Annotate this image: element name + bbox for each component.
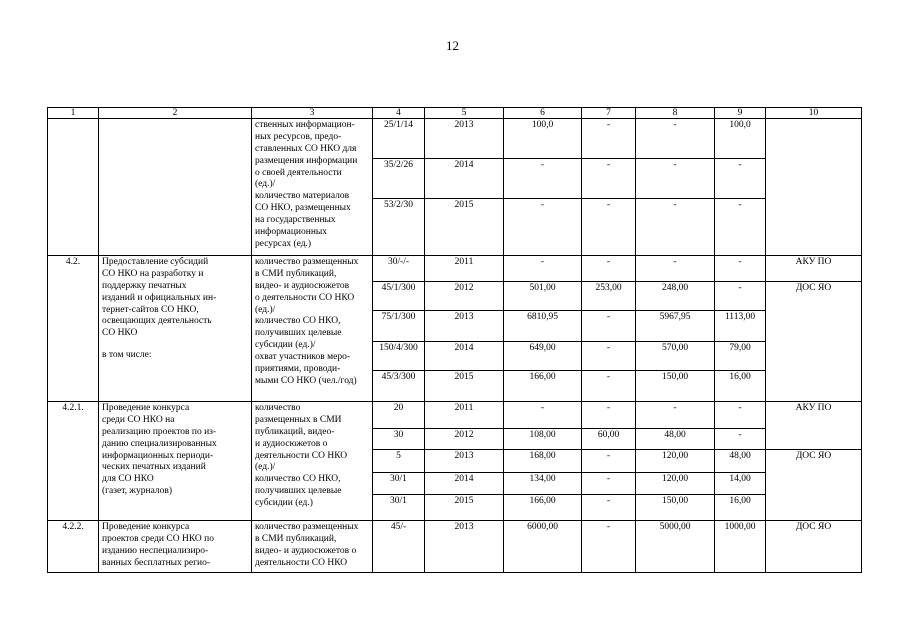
header-cell: 9 bbox=[715, 108, 766, 119]
federal-cell: - bbox=[582, 159, 636, 199]
indicator-cell: количество размещенных в СМИ публикаций, видео- и аудиосюжетов о деятельности СО НКО bbox=[252, 521, 373, 573]
header-cell: 4 bbox=[373, 108, 425, 119]
federal-cell: - bbox=[582, 256, 636, 282]
federal-cell: 253,00 bbox=[582, 282, 636, 311]
header-row bbox=[48, 108, 862, 119]
regional-cell: - bbox=[636, 256, 715, 282]
other-cell: 16,00 bbox=[715, 495, 766, 521]
other-cell: - bbox=[715, 282, 766, 311]
total-cell: - bbox=[504, 199, 582, 256]
header-cell: 7 bbox=[582, 108, 636, 119]
regional-cell: - bbox=[636, 119, 715, 159]
federal-cell: - bbox=[582, 521, 636, 573]
year-cell: 2012 bbox=[425, 282, 504, 311]
header-cell: 10 bbox=[766, 108, 862, 119]
header-cell: 2 bbox=[99, 108, 252, 119]
indicator-cell: ственных информацион- ных ресурсов, предо- ставленных СО НКО для размещения информации о своей деятельности (ед.)/ количество материалов СО НКО, размещенных на государственных информационных ресурсах (ед.) bbox=[252, 119, 373, 256]
year-cell: 2013 bbox=[425, 450, 504, 473]
item-name-cell bbox=[99, 119, 252, 256]
item-name-cell: Проведение конкурса проектов среди СО НКО по изданию неспециализиро- ванных бесплатных регио- bbox=[99, 521, 252, 573]
indicator-value: 30/1 bbox=[373, 473, 425, 495]
other-cell: - bbox=[715, 256, 766, 282]
other-cell: - bbox=[715, 402, 766, 429]
total-cell: 6810,95 bbox=[504, 311, 582, 342]
page-number: 12 bbox=[446, 38, 459, 53]
year-cell: 2014 bbox=[425, 159, 504, 199]
federal-cell: - bbox=[582, 473, 636, 495]
other-cell: - bbox=[715, 429, 766, 450]
item-name-cell: Предоставление субсидий СО НКО на разработку и поддержку печатных изданий и официальных ин- тернет-сайтов СО НКО, освещающих деятельность СО НКО в том числе: bbox=[99, 256, 252, 402]
regional-cell: - bbox=[636, 199, 715, 256]
total-cell: - bbox=[504, 159, 582, 199]
other-cell: 1113,00 bbox=[715, 311, 766, 342]
table-row bbox=[48, 256, 862, 282]
total-cell: 166,00 bbox=[504, 495, 582, 521]
federal-cell: 60,00 bbox=[582, 429, 636, 450]
item-number-cell bbox=[48, 119, 99, 256]
indicator-value: 45/1/300 bbox=[373, 282, 425, 311]
other-cell: 1000,00 bbox=[715, 521, 766, 573]
item-number-cell: 4.2. bbox=[48, 256, 99, 402]
indicator-value: 30/-/- bbox=[373, 256, 425, 282]
executor-cell: ДОС ЯО bbox=[766, 282, 862, 402]
total-cell: 649,00 bbox=[504, 342, 582, 371]
federal-cell: - bbox=[582, 450, 636, 473]
executor-cell: АКУ ПО bbox=[766, 256, 862, 282]
indicator-value: 45/3/300 bbox=[373, 371, 425, 402]
federal-cell: - bbox=[582, 311, 636, 342]
year-cell: 2011 bbox=[425, 402, 504, 429]
regional-cell: 48,00 bbox=[636, 429, 715, 450]
total-cell: 134,00 bbox=[504, 473, 582, 495]
year-cell: 2015 bbox=[425, 199, 504, 256]
regional-cell: 5000,00 bbox=[636, 521, 715, 573]
header-cell: 3 bbox=[252, 108, 373, 119]
indicator-value: 20 bbox=[373, 402, 425, 429]
total-cell: - bbox=[504, 402, 582, 429]
regional-cell: 120,00 bbox=[636, 450, 715, 473]
regional-cell: 150,00 bbox=[636, 371, 715, 402]
federal-cell: - bbox=[582, 371, 636, 402]
table-row bbox=[48, 521, 862, 573]
indicator-value: 53/2/30 bbox=[373, 199, 425, 256]
total-cell: 166,00 bbox=[504, 371, 582, 402]
program-table bbox=[47, 107, 862, 573]
year-cell: 2012 bbox=[425, 429, 504, 450]
year-cell: 2013 bbox=[425, 119, 504, 159]
federal-cell: - bbox=[582, 495, 636, 521]
federal-cell: - bbox=[582, 199, 636, 256]
regional-cell: 150,00 bbox=[636, 495, 715, 521]
other-cell: - bbox=[715, 199, 766, 256]
other-cell: 16,00 bbox=[715, 371, 766, 402]
total-cell: 108,00 bbox=[504, 429, 582, 450]
federal-cell: - bbox=[582, 119, 636, 159]
regional-cell: 248,00 bbox=[636, 282, 715, 311]
indicator-value: 35/2/26 bbox=[373, 159, 425, 199]
other-cell: 48,00 bbox=[715, 450, 766, 473]
indicator-value: 30 bbox=[373, 429, 425, 450]
total-cell: 168,00 bbox=[504, 450, 582, 473]
header-cell: 6 bbox=[504, 108, 582, 119]
indicator-value: 75/1/300 bbox=[373, 311, 425, 342]
year-cell: 2015 bbox=[425, 495, 504, 521]
item-number-cell: 4.2.2. bbox=[48, 521, 99, 573]
regional-cell: 570,00 bbox=[636, 342, 715, 371]
executor-cell: ДОС ЯО bbox=[766, 521, 862, 573]
executor-cell: АКУ ПО bbox=[766, 402, 862, 450]
year-cell: 2014 bbox=[425, 473, 504, 495]
regional-cell: 5967,95 bbox=[636, 311, 715, 342]
year-cell: 2011 bbox=[425, 256, 504, 282]
year-cell: 2015 bbox=[425, 371, 504, 402]
header-cell: 5 bbox=[425, 108, 504, 119]
total-cell: 501,00 bbox=[504, 282, 582, 311]
executor-cell bbox=[766, 119, 862, 256]
header-cell: 1 bbox=[48, 108, 99, 119]
indicator-cell: количество размещенных в СМИ публикаций, видео- и аудиосюжетов о деятельности СО НКО (ед.)/ количество СО НКО, получивших целевые субсидии (ед.)/ охват участников меро- приятиями, проводи- мыми СО НКО (чел./год) bbox=[252, 256, 373, 402]
year-cell: 2013 bbox=[425, 521, 504, 573]
item-name-cell: Проведение конкурса среди СО НКО на реализацию проектов по из- данию специализированных информационных периоди- ческих печатных изданий для СО НКО (газет, журналов) bbox=[99, 402, 252, 521]
other-cell: 14,00 bbox=[715, 473, 766, 495]
indicator-value: 150/4/300 bbox=[373, 342, 425, 371]
regional-cell: 120,00 bbox=[636, 473, 715, 495]
federal-cell: - bbox=[582, 402, 636, 429]
indicator-value: 5 bbox=[373, 450, 425, 473]
indicator-value: 25/1/14 bbox=[373, 119, 425, 159]
total-cell: 100,0 bbox=[504, 119, 582, 159]
table-row bbox=[48, 402, 862, 429]
regional-cell: - bbox=[636, 402, 715, 429]
regional-cell: - bbox=[636, 159, 715, 199]
other-cell: - bbox=[715, 159, 766, 199]
header-cell: 8 bbox=[636, 108, 715, 119]
table-row bbox=[48, 119, 862, 159]
other-cell: 100,0 bbox=[715, 119, 766, 159]
indicator-cell: количество размещенных в СМИ публикаций, видео- и аудиосюжетов о деятельности СО НКО (ед.)/ количество СО НКО, получивших целевые субсидии (ед.) bbox=[252, 402, 373, 521]
total-cell: 6000,00 bbox=[504, 521, 582, 573]
other-cell: 79,00 bbox=[715, 342, 766, 371]
federal-cell: - bbox=[582, 342, 636, 371]
item-number-cell: 4.2.1. bbox=[48, 402, 99, 521]
indicator-value: 45/- bbox=[373, 521, 425, 573]
year-cell: 2013 bbox=[425, 311, 504, 342]
total-cell: - bbox=[504, 256, 582, 282]
year-cell: 2014 bbox=[425, 342, 504, 371]
executor-cell: ДОС ЯО bbox=[766, 450, 862, 521]
indicator-value: 30/1 bbox=[373, 495, 425, 521]
